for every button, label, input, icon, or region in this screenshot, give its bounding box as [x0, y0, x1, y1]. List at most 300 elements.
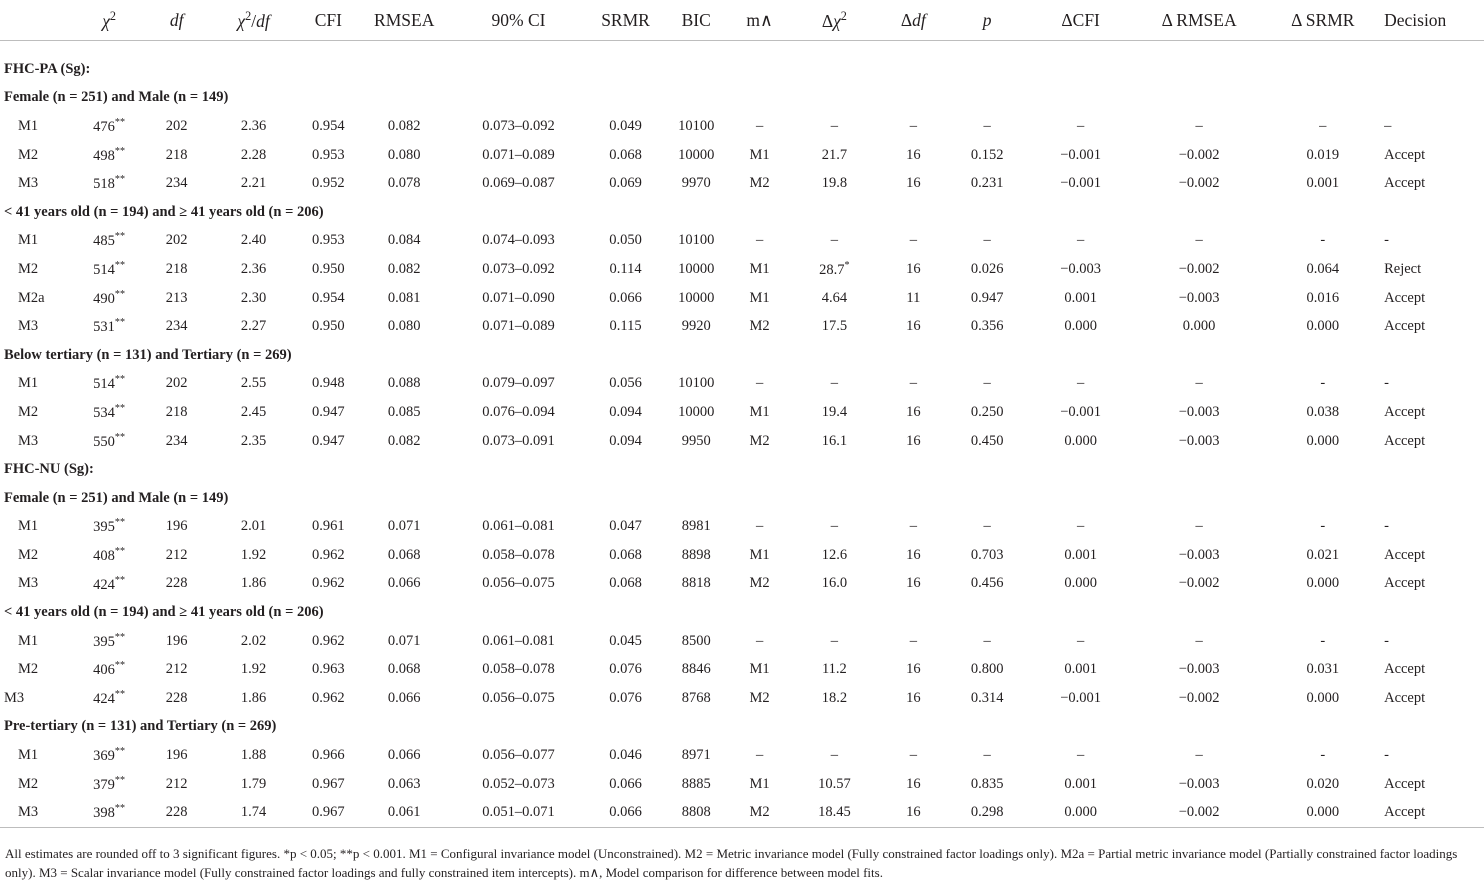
table-cell: –	[1077, 232, 1085, 249]
table-cell: 218	[165, 146, 188, 163]
table-row	[0, 770, 1484, 799]
table-cell: 0.063	[387, 775, 421, 792]
table-cell: 10100	[678, 375, 715, 392]
table-cell: 0.963	[312, 661, 345, 678]
table-cell: 0.068	[387, 661, 421, 678]
table-cell: 0.058–0.078	[482, 661, 555, 678]
table-cell: –	[1195, 117, 1203, 134]
table-cell: –	[909, 632, 917, 649]
table-cell: –	[830, 747, 838, 764]
table-row	[0, 627, 1484, 656]
significance-marker: **	[114, 431, 126, 443]
table-cell: 0.069	[609, 175, 642, 192]
col-header-delta-srmr: Δ SRMR	[1261, 0, 1384, 41]
table-cell: 0.073–0.092	[482, 117, 555, 134]
table-cell: 0.051–0.071	[451, 798, 586, 827]
table-cell: –	[830, 518, 838, 535]
table-cell: –	[830, 375, 838, 392]
model-label-cell: M2	[18, 546, 39, 563]
table-cell: 2.01	[240, 518, 267, 535]
table-cell: 0.066	[387, 747, 421, 764]
table-cell: 218	[165, 260, 188, 277]
table-cell: 196	[165, 632, 188, 649]
table-cell: 212	[165, 661, 188, 678]
table-cell: 0.835	[970, 775, 1004, 792]
table-cell: Accept	[1384, 661, 1426, 678]
table-cell: 2.30	[240, 289, 267, 306]
table-cell: M2	[749, 689, 770, 706]
table-cell: 228	[165, 575, 188, 592]
table-cell: 2.21	[240, 175, 267, 192]
table-cell: 0.001	[1064, 289, 1097, 306]
table-cell: 0.094	[609, 432, 642, 449]
model-label-cell: M1	[18, 117, 39, 134]
table-cell: 0.082	[387, 432, 421, 449]
table-cell: 0.001	[1064, 775, 1097, 792]
table-cell: –	[909, 375, 917, 392]
table-row	[0, 655, 1484, 684]
table-cell: 234	[165, 175, 188, 192]
table-cell: Accept	[1384, 575, 1426, 592]
table-cell: 0.038	[1306, 403, 1340, 420]
table-cell: 196	[165, 747, 188, 764]
table-cell: 514**	[93, 374, 126, 393]
table-cell: Accept	[1384, 798, 1484, 827]
table-cell: 0.954	[312, 289, 345, 306]
group-heading: Female (n = 251) and Male (n = 149)	[4, 489, 229, 506]
table-cell: 0.071–0.089	[482, 318, 555, 335]
table-cell: 0.953	[312, 146, 345, 163]
model-label-cell: M2	[18, 146, 39, 163]
table-cell: M1	[749, 661, 770, 678]
table-cell: 0.056–0.075	[482, 689, 555, 706]
table-cell: 0.356	[970, 318, 1004, 335]
table-cell: 0.450	[970, 432, 1004, 449]
table-cell: 0.045	[609, 632, 642, 649]
table-cell: 0.073–0.091	[482, 432, 555, 449]
table-cell: 0.071	[387, 518, 421, 535]
table-cell: –	[1195, 632, 1203, 649]
table-cell: 10000	[678, 289, 715, 306]
table-row	[0, 513, 1484, 542]
table-cell: 0.000	[1064, 318, 1097, 335]
table-cell: 534**	[93, 403, 126, 421]
significance-marker: **	[114, 117, 126, 129]
model-label-cell: M3	[0, 798, 73, 827]
col-header-model-comparison: m∧	[727, 0, 791, 41]
table-cell: 408**	[93, 545, 126, 564]
table-cell: 476**	[93, 117, 126, 135]
col-header-p: p	[950, 0, 1025, 41]
table-cell: 0.314	[970, 689, 1004, 706]
col-header-df: df	[145, 0, 207, 41]
table-cell: –	[1077, 632, 1085, 649]
table-cell: –	[755, 632, 764, 649]
table-cell: −0.003	[1178, 546, 1220, 563]
table-cell: 21.7	[821, 146, 848, 163]
table-cell: 16	[906, 432, 921, 449]
table-cell: 10100	[678, 232, 715, 249]
table-row	[0, 284, 1484, 313]
table-cell: –	[909, 117, 917, 134]
table-cell: 369**	[93, 746, 126, 764]
table-cell: 16	[906, 318, 921, 335]
significance-marker: **	[114, 174, 126, 186]
significance-marker: **	[114, 631, 126, 643]
header-row	[0, 0, 1484, 41]
section-heading-row	[0, 455, 1484, 484]
table-cell: 0.962	[312, 689, 345, 706]
table-cell: 196	[165, 518, 188, 535]
table-cell: 0.000	[1306, 689, 1340, 706]
table-row	[0, 255, 1484, 284]
table-cell: 16	[906, 689, 921, 706]
table-cell: 518**	[93, 174, 126, 193]
table-cell: 0.961	[312, 518, 345, 535]
table-cell: –	[983, 117, 991, 134]
table-cell: M1	[749, 403, 770, 420]
model-label-cell: M1	[18, 375, 39, 392]
table-cell: −0.002	[1178, 689, 1220, 706]
table-cell: 0.947	[312, 403, 345, 420]
table-cell: 379**	[93, 774, 126, 793]
table-cell: 16	[906, 175, 921, 192]
table-cell: –	[983, 232, 991, 249]
table-cell: −0.003	[1060, 260, 1102, 277]
table-cell: 0.000	[1306, 318, 1340, 335]
table-row	[0, 141, 1484, 170]
table-cell: 0.080	[387, 318, 421, 335]
table-cell: –	[755, 518, 764, 535]
model-label-cell: M1	[18, 747, 39, 764]
model-label-cell: M3	[18, 318, 39, 335]
table-cell: –	[909, 747, 917, 764]
table-cell: 0.115	[609, 318, 642, 335]
table-cell: 10000	[678, 403, 715, 420]
table-cell: M2	[749, 175, 770, 192]
table-cell: 0.298	[950, 798, 1025, 827]
table-cell: 28.7*	[819, 260, 850, 278]
group-heading-row	[0, 484, 1484, 513]
table-row	[0, 370, 1484, 399]
table-cell: 1.86	[240, 575, 267, 592]
table-cell: –	[1077, 518, 1085, 535]
table-cell: Accept	[1384, 432, 1426, 449]
table-cell: 2.55	[240, 375, 267, 392]
section-heading-row	[0, 55, 1484, 84]
table-cell: 0.049	[609, 117, 642, 134]
table-cell: −0.003	[1178, 289, 1220, 306]
table-cell: 0.000	[1064, 432, 1097, 449]
model-label-cell: M1	[18, 232, 39, 249]
table-cell: –	[1077, 117, 1085, 134]
significance-marker: **	[114, 660, 126, 672]
table-cell: 0.094	[609, 403, 642, 420]
table-cell: 0.000	[1025, 798, 1137, 827]
table-cell: 398**	[73, 798, 146, 827]
table-cell: –	[1195, 747, 1203, 764]
table-cell: 0.001	[1306, 175, 1340, 192]
table-cell: -	[1320, 747, 1326, 764]
table-cell: 0.231	[970, 175, 1004, 192]
group-heading: < 41 years old (n = 194) and ≥ 41 years old (n = 206)	[4, 203, 324, 220]
significance-marker: **	[114, 803, 126, 815]
table-cell: −0.002	[1178, 146, 1220, 163]
header-spacer	[0, 41, 1484, 56]
table-cell: 0.967	[299, 798, 357, 827]
model-label-cell: M2	[18, 260, 39, 277]
table-cell: 550**	[93, 431, 126, 450]
table-cell: 16	[906, 146, 921, 163]
significance-marker: *	[844, 260, 850, 272]
table-cell: M2	[749, 575, 770, 592]
table-cell: 490**	[93, 288, 126, 307]
table-cell: 2.45	[240, 403, 267, 420]
table-cell: 0.069–0.087	[482, 175, 555, 192]
table-cell: -	[1384, 518, 1389, 535]
table-cell: –	[983, 375, 991, 392]
table-row	[0, 312, 1484, 341]
table-cell: 0.061–0.081	[482, 632, 555, 649]
col-header-chi2-df: $\chi^2/df$	[208, 0, 299, 41]
table-cell: 0.073–0.092	[482, 260, 555, 277]
table-cell: 10100	[678, 117, 715, 134]
table-cell: 16.0	[821, 575, 848, 592]
significance-marker: **	[114, 145, 126, 157]
table-cell: 485**	[93, 231, 126, 250]
table-cell: 0.026	[970, 260, 1004, 277]
table-cell: 0.046	[609, 747, 642, 764]
table-cell: –	[830, 117, 838, 134]
table-cell: –	[755, 375, 764, 392]
table-cell: -	[1320, 632, 1326, 649]
table-cell: 0.088	[387, 375, 421, 392]
table-cell: 1.74	[208, 798, 299, 827]
table-cell: 0.000	[1306, 432, 1340, 449]
table-cell: –	[1195, 232, 1203, 249]
table-cell: -	[1320, 232, 1326, 249]
model-label-cell: M2a	[18, 289, 45, 306]
table-cell: 0.076	[609, 689, 642, 706]
table-cell: 0.020	[1306, 775, 1340, 792]
table-cell: 0.076–0.094	[482, 403, 555, 420]
table-cell: 0.954	[312, 117, 345, 134]
table-cell: –	[909, 518, 917, 535]
table-cell: M1	[749, 775, 770, 792]
col-header-rmsea: RMSEA	[357, 0, 451, 41]
table-cell: Accept	[1384, 318, 1426, 335]
table-cell: –	[983, 632, 991, 649]
table-cell: 0.068	[609, 546, 642, 563]
significance-marker: **	[114, 574, 126, 586]
table-cell: M2	[727, 798, 791, 827]
table-cell: 0.082	[387, 117, 421, 134]
table-cell: 2.35	[240, 432, 267, 449]
table-cell: 0.081	[387, 289, 421, 306]
significance-marker: **	[114, 317, 126, 329]
table-cell: Reject	[1384, 260, 1422, 277]
table-cell: -	[1320, 375, 1326, 392]
group-heading: Pre-tertiary (n = 131) and Tertiary (n = 269)	[4, 718, 277, 735]
table-cell: 8500	[681, 632, 711, 649]
table-row	[0, 112, 1484, 141]
table-cell: 0.031	[1306, 661, 1340, 678]
table-cell: 0.064	[1306, 260, 1340, 277]
table-cell: 2.40	[240, 232, 267, 249]
table-cell: 0.068	[609, 146, 642, 163]
table-cell: -	[1384, 375, 1389, 392]
model-label-cell: M3	[18, 175, 39, 192]
table-cell: 0.962	[312, 546, 345, 563]
significance-marker: **	[114, 688, 126, 700]
table-row	[0, 227, 1484, 256]
significance-marker: **	[114, 374, 126, 386]
table-cell: 0.950	[312, 260, 345, 277]
table-cell: –	[1319, 117, 1327, 134]
significance-marker: **	[114, 545, 126, 557]
table-cell: −0.001	[1060, 689, 1102, 706]
table-cell: 16	[877, 798, 950, 827]
model-label-cell: M2	[18, 775, 39, 792]
table-cell: 8971	[681, 747, 711, 764]
table-cell: −0.003	[1178, 661, 1220, 678]
table-cell: 0.079–0.097	[482, 375, 555, 392]
table-cell: 9950	[681, 432, 711, 449]
table-cell: 212	[165, 546, 188, 563]
table-row	[0, 798, 1484, 827]
table-cell: 0.058–0.078	[482, 546, 555, 563]
table-cell: 0.047	[609, 518, 642, 535]
table-cell: 9920	[681, 318, 711, 335]
table-cell: –	[983, 747, 991, 764]
table-cell: 406**	[93, 660, 126, 679]
table-cell: 0.066	[609, 289, 642, 306]
table-cell: –	[830, 232, 838, 249]
table-cell: −0.001	[1060, 175, 1102, 192]
section-heading: FHC-NU (Sg):	[4, 461, 94, 478]
table-cell: 0.068	[609, 575, 642, 592]
table-cell: 16	[906, 661, 921, 678]
col-header-cfi: CFI	[299, 0, 357, 41]
table-cell: 0.000	[1182, 318, 1216, 335]
table-cell: 0.001	[1064, 546, 1097, 563]
table-cell: 19.4	[821, 403, 848, 420]
table-cell: −0.001	[1060, 146, 1102, 163]
table-cell: 16	[906, 775, 921, 792]
table-cell: 8818	[681, 575, 711, 592]
table-cell: 514**	[93, 260, 126, 278]
table-cell: 18.45	[792, 798, 877, 827]
col-header-ci: 90% CI	[451, 0, 586, 41]
table-cell: M1	[749, 546, 770, 563]
table-cell: 234	[165, 432, 188, 449]
table-cell: 0.000	[1306, 575, 1340, 592]
table-cell: 0.016	[1306, 289, 1340, 306]
table-row	[0, 398, 1484, 427]
table-cell: –	[1077, 375, 1085, 392]
model-label-cell: M3	[4, 689, 25, 706]
table-cell: 1.79	[240, 775, 267, 792]
col-header-decision: Decision	[1384, 0, 1484, 41]
table-cell: 2.28	[240, 146, 267, 163]
model-label-cell: M3	[18, 575, 39, 592]
table-cell: 16	[906, 260, 921, 277]
table-cell: 8768	[681, 689, 711, 706]
table-cell: 0.001	[1064, 661, 1097, 678]
table-cell: -	[1384, 747, 1389, 764]
group-heading: Below tertiary (n = 131) and Tertiary (n = 269)	[4, 346, 292, 363]
group-heading: Female (n = 251) and Male (n = 149)	[4, 89, 229, 106]
table-cell: 0.114	[609, 260, 642, 277]
table-cell: 0.962	[312, 632, 345, 649]
table-cell: 0.071	[387, 632, 421, 649]
table-cell: –	[755, 232, 764, 249]
table-cell: 0.076	[609, 661, 642, 678]
group-heading-row	[0, 198, 1484, 227]
table-cell: 228	[145, 798, 207, 827]
table-cell: –	[755, 117, 764, 134]
table-cell: 8808	[665, 798, 727, 827]
table-row	[0, 541, 1484, 570]
table-cell: −0.003	[1178, 403, 1220, 420]
table-cell: 1.86	[240, 689, 267, 706]
table-cell: 4.64	[821, 289, 848, 306]
significance-marker: **	[114, 403, 126, 414]
table-cell: 212	[165, 775, 188, 792]
table-cell: 0.456	[970, 575, 1004, 592]
table-cell: –	[1195, 375, 1203, 392]
table-cell: −0.003	[1178, 775, 1220, 792]
table-cell: Accept	[1384, 146, 1426, 163]
model-label-cell: M1	[18, 518, 39, 535]
table-cell: 8846	[681, 661, 711, 678]
significance-marker: **	[114, 774, 126, 786]
group-heading-row	[0, 598, 1484, 627]
table-row	[0, 570, 1484, 599]
col-header-chi2: $\chi^2$	[73, 0, 146, 41]
table-cell: 0.078	[387, 175, 421, 192]
table-row	[0, 684, 1484, 713]
table-cell: 0.152	[970, 146, 1004, 163]
table-cell: 395**	[93, 631, 126, 650]
group-heading-row	[0, 341, 1484, 370]
model-label-cell: M2	[18, 661, 39, 678]
table-cell: 2.02	[240, 632, 267, 649]
table-cell: M2	[749, 432, 770, 449]
table-cell: 8981	[681, 518, 711, 535]
table-cell: 228	[165, 689, 188, 706]
table-cell: 8885	[681, 775, 711, 792]
table-cell: 0.056–0.077	[482, 747, 555, 764]
group-heading-row	[0, 84, 1484, 113]
col-header-bic: BIC	[665, 0, 727, 41]
significance-marker: **	[114, 288, 126, 300]
table-cell: 11	[906, 289, 921, 306]
table-cell: 0.084	[387, 232, 421, 249]
table-cell: 0.085	[387, 403, 421, 420]
col-header-model	[0, 0, 73, 41]
table-cell: 424**	[93, 688, 126, 707]
table-cell: 0.071–0.090	[482, 289, 555, 306]
table-cell: 0.000	[1064, 575, 1097, 592]
table-cell: 18.2	[821, 689, 848, 706]
model-label-cell: M1	[18, 632, 39, 649]
table-cell: 0.019	[1306, 146, 1340, 163]
table-cell: M1	[749, 289, 770, 306]
table-cell: 8898	[681, 546, 711, 563]
table-cell: 0.967	[312, 775, 345, 792]
table-cell: –	[1195, 518, 1203, 535]
